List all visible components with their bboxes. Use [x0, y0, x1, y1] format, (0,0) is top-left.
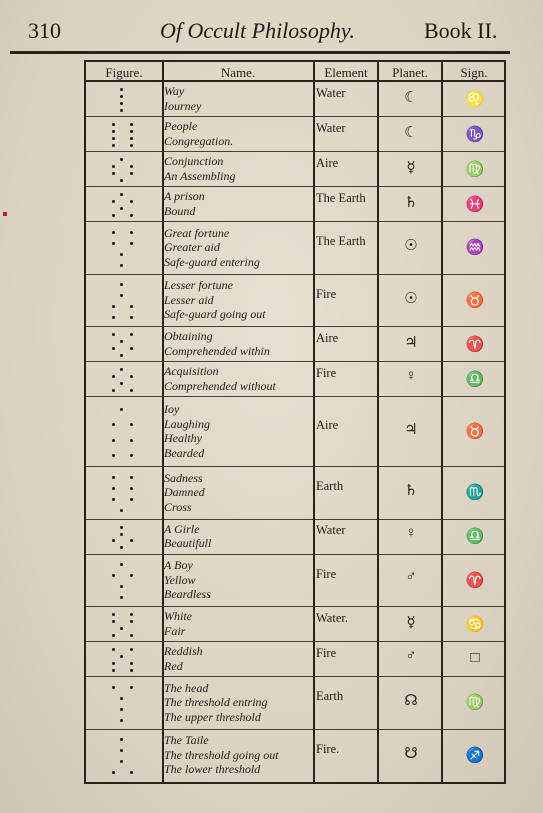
figure-name: The head [164, 680, 209, 695]
figure-dot [130, 333, 133, 336]
figure-dot [130, 123, 133, 126]
figure-dot [120, 340, 123, 343]
figure-name: Great fortune [164, 225, 230, 240]
table-row [86, 82, 504, 117]
figure-name: A prison [164, 189, 205, 203]
figure-name: A Boy [164, 558, 193, 572]
geomantic-figure [86, 467, 162, 520]
figure-dot [112, 231, 115, 234]
planet-symbol: ♃ [404, 334, 418, 351]
zodiac-sign-symbol: ♐ [465, 747, 485, 764]
figure-name: Comprehended within [164, 343, 270, 358]
zodiac-sign-symbol: ♍ [465, 695, 485, 712]
column-header-name: Name. [220, 65, 256, 80]
planet-symbol: ♀ [405, 367, 417, 384]
figure-name: The Taile [164, 733, 209, 747]
figure-dot [112, 242, 115, 245]
geomantic-figure [86, 187, 162, 222]
geomantic-figure [86, 730, 162, 783]
figure-dot [112, 439, 115, 442]
figure-name: Greater aid [164, 240, 220, 254]
column-header-sign: Sign. [460, 65, 488, 80]
figure-dot [130, 137, 133, 140]
element-cell: Aire [316, 418, 339, 432]
figure-name: Bound [164, 203, 196, 218]
figure-name: Safe-guard entering [164, 254, 260, 269]
figure-dot [112, 476, 115, 479]
figure-dot [120, 526, 123, 529]
figure-dot [120, 655, 123, 658]
figure-name: Safe-guard going out [164, 307, 266, 321]
figure-dot [130, 305, 133, 308]
zodiac-sign-symbol: ♋ [465, 616, 485, 633]
planet-symbol: ☿ [406, 159, 416, 176]
figure-name: Reddish [164, 644, 203, 658]
planet-symbol: ♄ [404, 483, 418, 500]
figure-dot [120, 193, 123, 196]
figure-dot [112, 662, 115, 665]
element-cell: Water [316, 523, 346, 537]
element-cell: Water [316, 85, 346, 100]
element-cell: Fire [316, 365, 337, 380]
planet-symbol: ☊ [404, 693, 418, 710]
table-row [86, 520, 504, 555]
figure-dot [112, 200, 115, 203]
planet-symbol: ♂ [405, 647, 417, 664]
geomantic-figure [86, 642, 162, 677]
figure-name: The upper threshold [164, 709, 261, 724]
figure-dot [112, 574, 115, 577]
geomantic-figure [86, 520, 162, 555]
figure-dot [112, 130, 115, 133]
figure-dot [112, 620, 115, 623]
figure-dot [112, 686, 115, 689]
column-header-element: Element [324, 65, 368, 80]
figure-dot [130, 214, 133, 217]
figure-dot [130, 634, 133, 637]
zodiac-sign-symbol: ♉ [465, 292, 485, 309]
figure-name: People [164, 119, 198, 133]
planet-symbol: ☉ [404, 238, 418, 255]
element-cell: Earth [316, 479, 344, 494]
figure-name: A Girle [164, 521, 200, 536]
zodiac-sign-symbol: ♌ [465, 91, 485, 108]
planet-symbol: ☉ [404, 290, 418, 307]
figure-dot [120, 509, 123, 512]
zodiac-sign-symbol: ♈ [465, 336, 485, 353]
figure-dot [120, 697, 123, 700]
figure-dot [120, 760, 123, 763]
figure-dot [120, 158, 123, 161]
figure-dot [130, 144, 133, 147]
figure-dot [112, 144, 115, 147]
figure-name: Cross [164, 499, 192, 514]
geomantic-figure [86, 397, 162, 467]
figure-dot [112, 771, 115, 774]
figure-dot [112, 498, 115, 501]
table-row [86, 397, 504, 467]
figure-dot [112, 172, 115, 175]
table-row [86, 730, 504, 783]
zodiac-sign-symbol: ♒ [465, 240, 485, 257]
figure-dot [120, 354, 123, 357]
figure-dot [120, 102, 123, 105]
figure-dot [130, 200, 133, 203]
figure-dot [120, 546, 123, 549]
figure-dot [130, 498, 133, 501]
planet-symbol: ☾ [404, 124, 418, 141]
figure-dot [112, 214, 115, 217]
figure-dot [120, 294, 123, 297]
figure-dot [130, 242, 133, 245]
element-cell: Fire [316, 566, 337, 581]
figure-dot [130, 439, 133, 442]
figure-dot [112, 123, 115, 126]
page-number: 310 [28, 18, 61, 43]
zodiac-sign-symbol: ♑ [465, 126, 485, 143]
figure-dot [112, 539, 115, 542]
geomantic-figure [86, 117, 162, 152]
figure-dot [120, 749, 123, 752]
table-row [86, 362, 504, 397]
figure-dot [120, 627, 123, 630]
table-row [86, 467, 504, 520]
figure-dot [112, 347, 115, 350]
element-cell: Fire [316, 645, 337, 660]
figure-dot [130, 476, 133, 479]
figure-name: The lower threshold [164, 762, 261, 776]
running-title: Of Occult Philosophy. [160, 18, 355, 43]
figure-name: Beautifull [164, 536, 212, 550]
table-row [86, 222, 504, 275]
geomantic-figure [86, 555, 162, 608]
figure-dot [130, 130, 133, 133]
figure-name: Conjunction [164, 154, 224, 168]
figure-dot [130, 662, 133, 665]
figure-dot [112, 389, 115, 392]
figure-name: Lesser fortune [164, 278, 233, 292]
figure-name: Iourney [164, 98, 202, 113]
figure-name: Obtaining [164, 329, 213, 343]
figure-name: Laughing [164, 416, 211, 431]
geomancy-table [84, 60, 506, 784]
figure-name: Red [164, 658, 183, 673]
figure-dot [130, 316, 133, 319]
figure-dot [120, 708, 123, 711]
element-cell: Fire [316, 286, 337, 301]
figure-dot [130, 574, 133, 577]
geomantic-figure [86, 327, 162, 362]
figure-dot [120, 179, 123, 182]
geomantic-figure [86, 275, 162, 328]
element-cell: Water [316, 120, 346, 135]
table-row [86, 555, 504, 608]
figure-name: Bearded [164, 445, 205, 460]
geomantic-figure [86, 82, 162, 117]
planet-symbol: ☿ [406, 614, 416, 631]
figure-name: Beardless [164, 587, 211, 601]
figure-dot [130, 165, 133, 168]
figure-dot [112, 454, 115, 457]
figure-name: Acquisition [164, 364, 219, 378]
figure-dot [112, 137, 115, 140]
figure-name: Yellow [164, 572, 196, 587]
figure-dot [120, 264, 123, 267]
figure-name: The threshold entring [164, 695, 268, 709]
element-cell: The Earth [316, 190, 366, 205]
figure-name: An Assembling [164, 168, 236, 183]
figure-dot [112, 634, 115, 637]
figure-name: Fair [164, 623, 186, 638]
element-cell: Fire. [316, 741, 340, 756]
figure-dot [120, 368, 123, 371]
element-cell: The Earth [316, 234, 366, 249]
table-row [86, 275, 504, 328]
figure-dot [120, 283, 123, 286]
table-row [86, 117, 504, 152]
figure-dot [112, 316, 115, 319]
figure-dot [112, 669, 115, 672]
figure-dot [130, 231, 133, 234]
zodiac-sign-symbol: ♍ [465, 161, 485, 178]
figure-dot [120, 95, 123, 98]
page-header [0, 0, 543, 50]
figure-dot [130, 487, 133, 490]
figure-dot [120, 253, 123, 256]
table-row [86, 607, 504, 642]
figure-dot [112, 375, 115, 378]
figure-dot [120, 88, 123, 91]
table-row [86, 187, 504, 222]
figure-dot [112, 648, 115, 651]
figure-dot [120, 109, 123, 112]
planet-symbol: ☾ [404, 89, 418, 106]
figure-dot [120, 382, 123, 385]
planet-symbol: ♂ [405, 568, 417, 585]
geomantic-figure [86, 152, 162, 187]
figure-dot [130, 648, 133, 651]
zodiac-sign-symbol: ♓ [465, 196, 485, 213]
zodiac-sign-symbol: ♏ [465, 485, 485, 502]
figure-name: Sadness [164, 470, 203, 485]
figure-dot [130, 669, 133, 672]
table-row [86, 327, 504, 362]
element-cell: Water. [316, 610, 348, 625]
figure-dot [130, 620, 133, 623]
figure-name: White [164, 609, 192, 623]
figure-dot [112, 165, 115, 168]
planet-symbol: ♀ [405, 525, 417, 541]
zodiac-sign-symbol: ♈ [465, 572, 485, 589]
figure-name: Healthy [164, 431, 202, 445]
figure-dot [130, 375, 133, 378]
figure-dot [112, 613, 115, 616]
column-header-figure: Figure. [105, 65, 143, 80]
figure-name: Lesser aid [164, 292, 214, 307]
zodiac-sign-symbol: ♎ [465, 529, 485, 545]
figure-dot [130, 686, 133, 689]
figure-name: Comprehended without [164, 378, 276, 393]
planet-symbol: ☋ [404, 745, 418, 762]
geomantic-figure [86, 362, 162, 397]
figure-dot [120, 207, 123, 210]
figure-name: The threshold going out [164, 747, 279, 762]
geomantic-figure [86, 222, 162, 275]
figure-dot [120, 563, 123, 566]
figure-dot [112, 305, 115, 308]
figure-dot [130, 172, 133, 175]
book-label: Book II. [424, 18, 498, 43]
zodiac-sign-symbol: □ [470, 649, 480, 666]
zodiac-sign-symbol: ♉ [465, 424, 485, 440]
figure-dot [112, 333, 115, 336]
column-header-planet: Planet. [392, 65, 428, 80]
zodiac-sign-symbol: ♎ [465, 371, 485, 388]
planet-symbol: ♄ [404, 194, 418, 211]
table-row [86, 152, 504, 187]
figure-dot [130, 347, 133, 350]
table-row [86, 677, 504, 730]
figure-dot [130, 423, 133, 426]
figure-dot [120, 738, 123, 741]
table-row [86, 642, 504, 677]
element-cell: Earth [316, 689, 344, 704]
element-cell: Aire [316, 155, 339, 170]
geomantic-figure [86, 677, 162, 730]
figure-name: Ioy [164, 402, 180, 416]
figure-dot [120, 533, 123, 536]
geomantic-figure [86, 607, 162, 642]
element-cell: Aire [316, 330, 339, 345]
figure-name: Damned [164, 485, 205, 499]
figure-dot [130, 613, 133, 616]
figure-name: Way [164, 84, 185, 98]
figure-dot [130, 771, 133, 774]
figure-dot [120, 585, 123, 588]
figure-dot [130, 389, 133, 392]
figure-dot [120, 596, 123, 599]
margin-mark [3, 212, 7, 216]
figure-dot [130, 454, 133, 457]
figure-dot [130, 539, 133, 542]
figure-dot [120, 408, 123, 411]
figure-name: Congregation. [164, 133, 234, 148]
figure-dot [120, 719, 123, 722]
figure-dot [112, 423, 115, 426]
figure-dot [112, 487, 115, 490]
header-rule [10, 51, 510, 54]
planet-symbol: ♃ [404, 422, 418, 438]
